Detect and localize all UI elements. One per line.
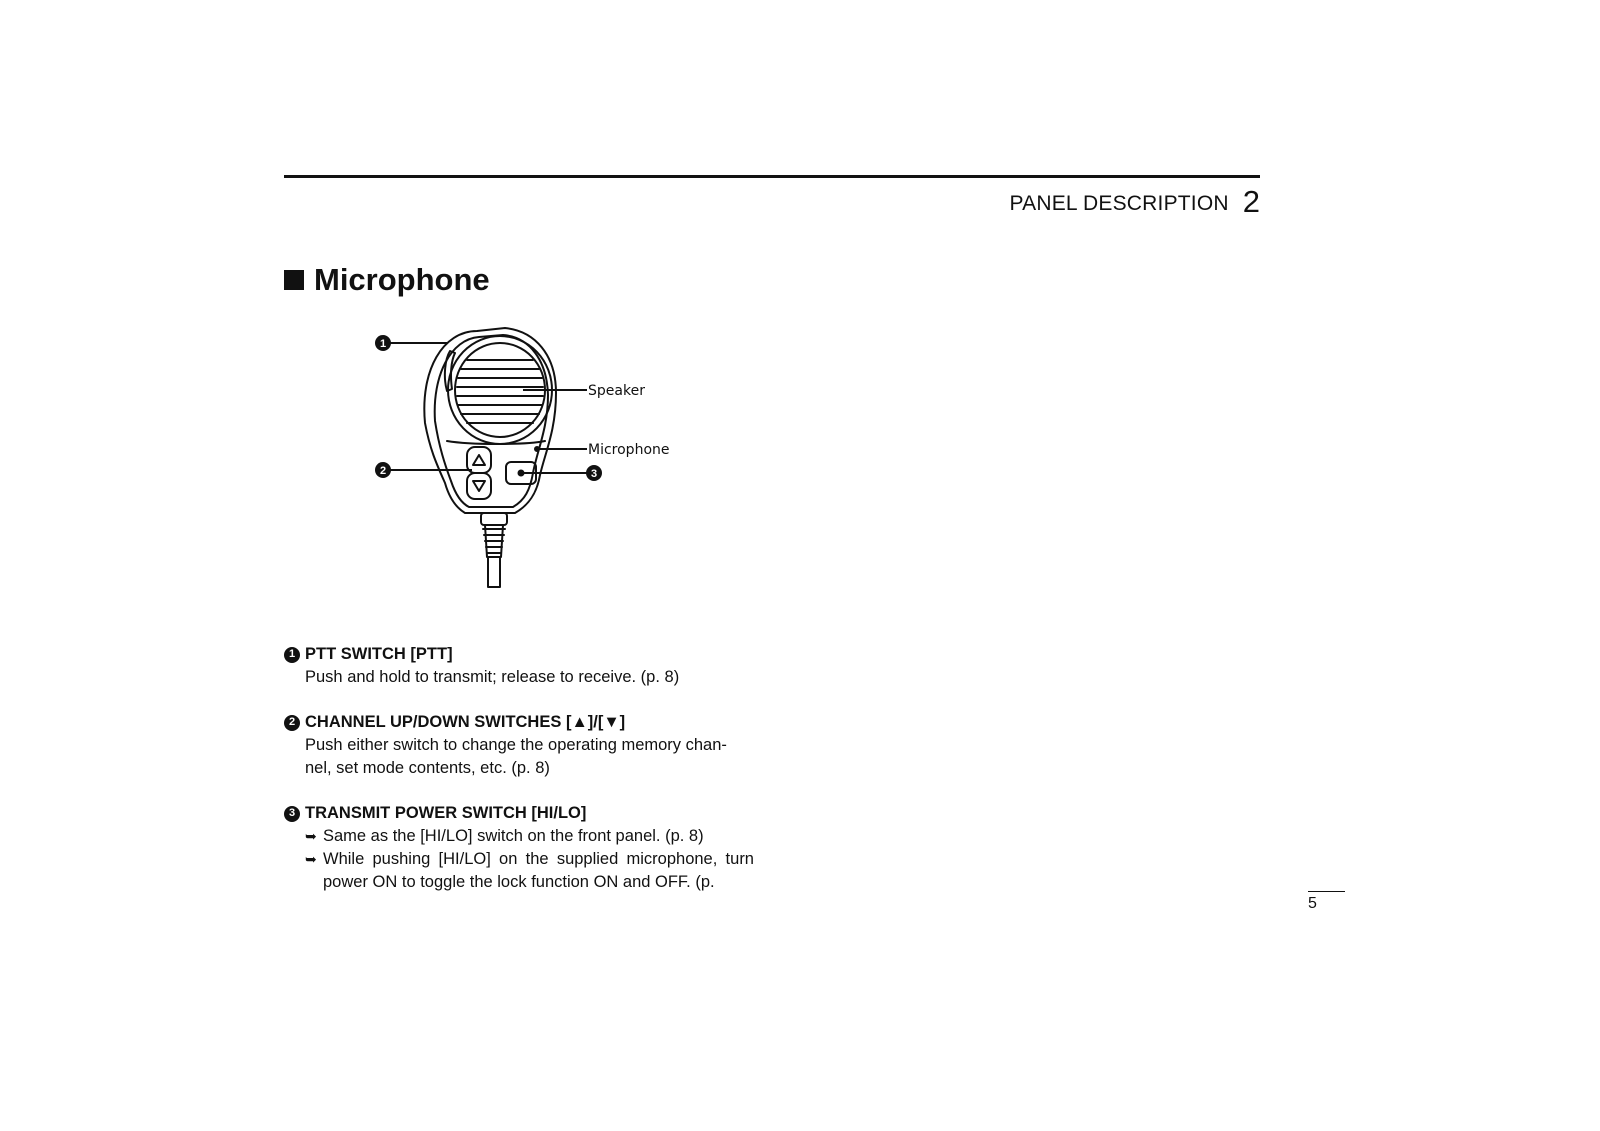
cord-strain-relief	[481, 513, 507, 525]
ptt-side-bump	[445, 351, 455, 391]
speaker-label: Speaker	[588, 383, 645, 399]
item-bullet-text: While pushing [HI/LO] on the supplied microphone, turn power ON to toggle the lock function ON and OFF. (p.	[323, 850, 754, 891]
item-title: TRANSMIT POWER SWITCH [HI/LO]	[305, 804, 587, 822]
callout-2	[375, 462, 391, 478]
list-item	[284, 802, 754, 894]
microphone-hole	[535, 447, 539, 451]
item-list	[284, 643, 754, 916]
page-number-rule	[1308, 891, 1345, 892]
page-number: 5	[1308, 895, 1317, 912]
arrow-bullet-icon: ➥	[305, 851, 317, 867]
running-head-number: 2	[1242, 184, 1260, 219]
top-rule	[284, 175, 1260, 178]
item-number-3: 3	[284, 806, 300, 822]
arrow-bullet-icon: ➥	[305, 828, 317, 844]
item-heading	[284, 643, 754, 666]
svg-text:3: 3	[590, 468, 598, 480]
microphone-illustration	[375, 325, 720, 615]
list-item	[284, 643, 754, 689]
microphone-drawing	[375, 325, 720, 615]
item-number-2: 2	[284, 715, 300, 731]
list-item	[284, 711, 754, 780]
item-number-1: 1	[284, 647, 300, 663]
item-title: CHANNEL UP/DOWN SWITCHES [▲]/[▼]	[305, 713, 626, 731]
svg-text:1: 1	[379, 338, 387, 350]
section-title	[284, 264, 490, 295]
item-description-line-2: nel, set mode contents, etc. (p. 8)	[305, 759, 550, 777]
item-description-line-1: Push either switch to change the operating memory chan-	[305, 736, 727, 754]
down-key	[467, 473, 491, 499]
running-head	[1009, 186, 1260, 217]
callout-1	[375, 335, 391, 351]
microphone-label: Microphone	[588, 442, 670, 458]
item-bullet	[284, 848, 754, 894]
square-bullet-icon	[284, 270, 304, 290]
item-description: Push and hold to transmit; release to receive. (p. 8)	[305, 668, 680, 686]
item-bullet	[284, 825, 754, 848]
svg-text:2: 2	[379, 465, 387, 477]
item-bullet-text: Same as the [HI/LO] switch on the front panel. (p. 8)	[323, 827, 704, 845]
callout-3	[586, 465, 602, 481]
running-head-title: PANEL DESCRIPTION	[1009, 192, 1229, 215]
item-heading	[284, 711, 754, 734]
cord	[488, 557, 500, 587]
section-title-text: Microphone	[314, 262, 490, 297]
item-heading	[284, 802, 754, 825]
body-divider	[447, 441, 545, 444]
item-title: PTT SWITCH [PTT]	[305, 645, 453, 663]
